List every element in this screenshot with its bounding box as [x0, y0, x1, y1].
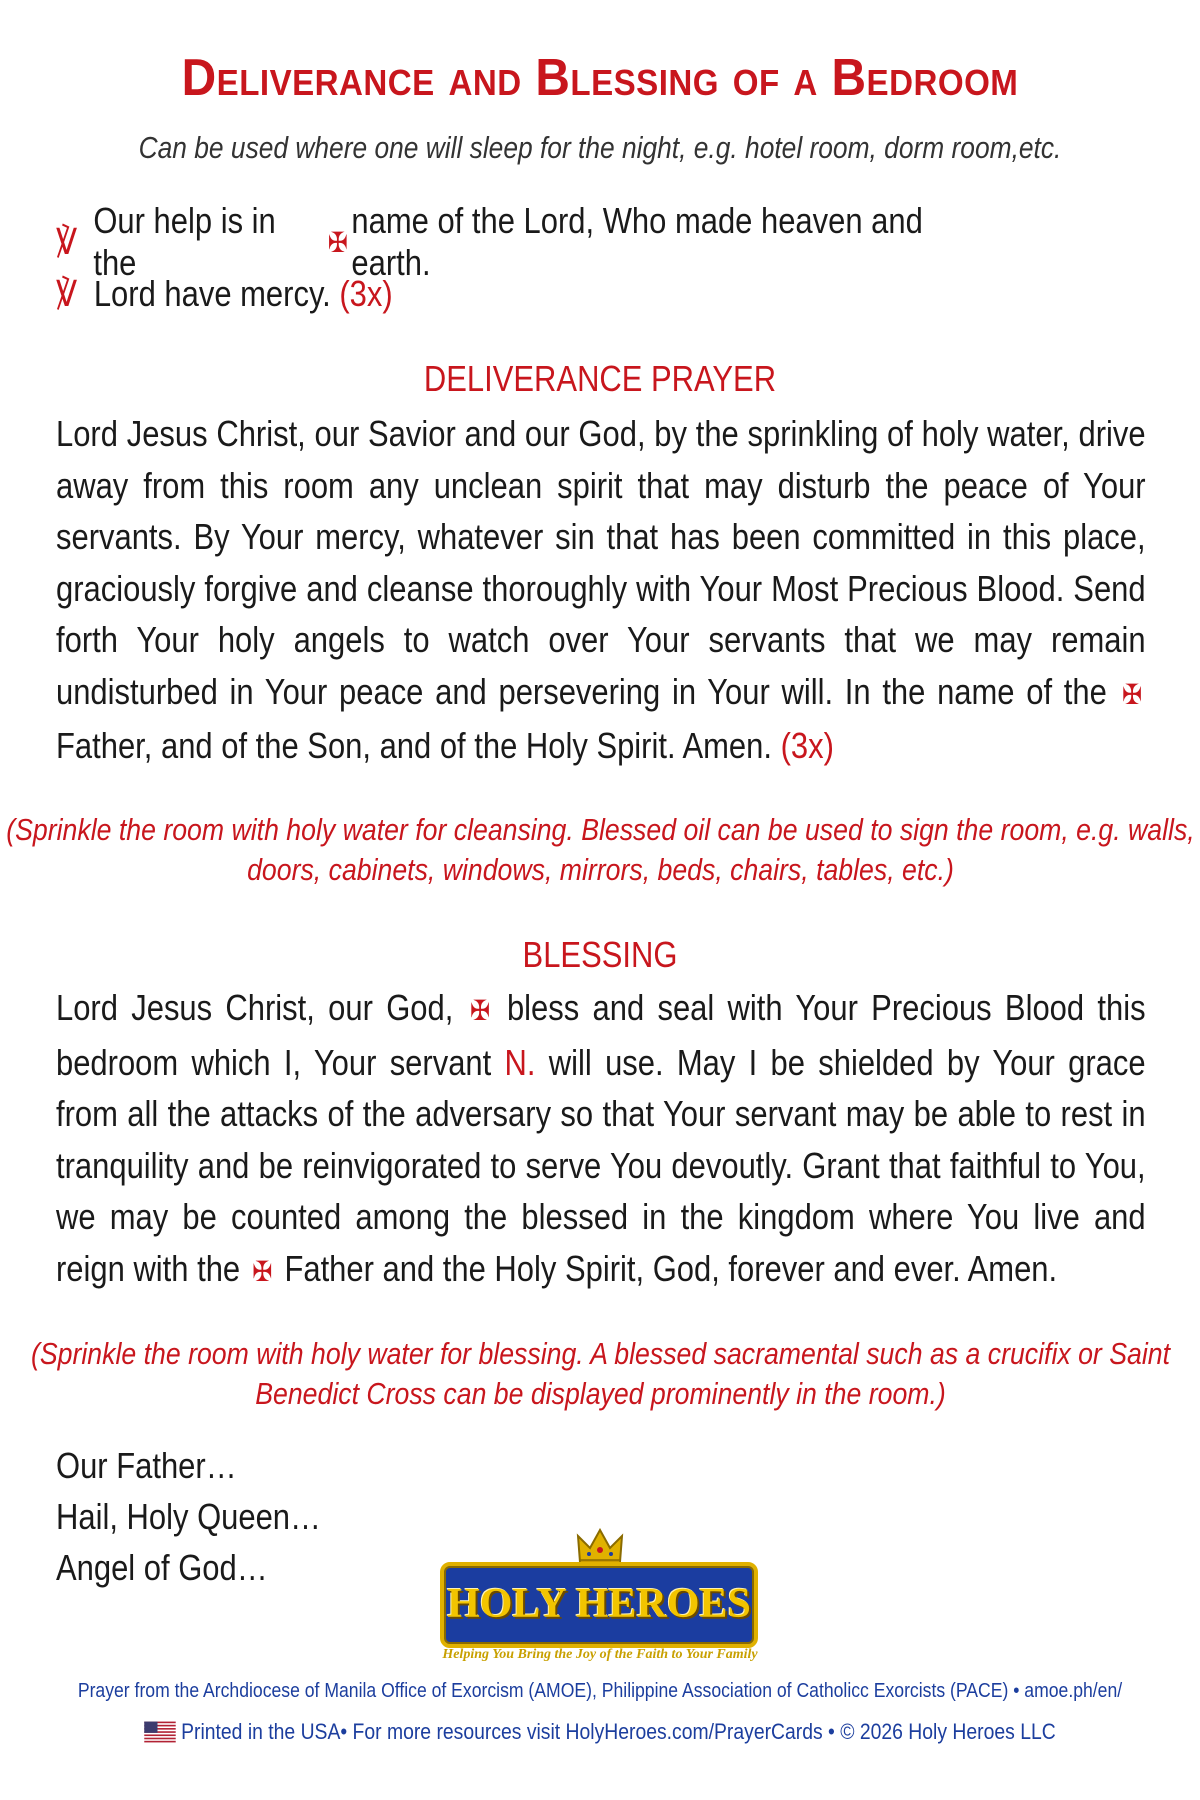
blessing-text-1: Lord Jesus Christ, our God,	[56, 987, 454, 1028]
deliverance-rubric-text: (Sprinkle the room with holy water for cleansing. Blessed oil can be used to sign the room, e.g. walls, doors, cabinets, windows, mirrors, beds, chairs, tables, etc.)	[6, 812, 1195, 887]
blessing-text-4: Father and the Holy Spirit, God, forever and ever. Amen.	[284, 1247, 1058, 1289]
blessing-prayer	[56, 982, 1146, 1297]
deliverance-prayer	[56, 408, 1146, 772]
versicle-icon: ℣	[56, 222, 78, 262]
closing-prayer-angel-of-god: Angel of God…	[56, 1547, 268, 1588]
deliverance-text-end: Father, and of the Son, and of the Holy Spirit. Amen.	[56, 725, 772, 766]
cross-icon: ✠	[470, 995, 491, 1026]
page-subtitle: Can be used where one will sleep for the night, e.g. hotel room, dorm room,etc.	[138, 130, 1062, 165]
versicle-1-text-end: name of the Lord, Who made heaven and earth.	[351, 200, 923, 283]
versicle-2-text: Lord have mercy.	[93, 273, 331, 314]
name-marker: N.	[504, 1041, 536, 1083]
versicle-1-text-start: Our help is in the	[93, 200, 276, 283]
versicle-2-repeat-note: (3x)	[339, 273, 393, 314]
footer-resources: • For more resources visit HolyHeroes.com/PrayerCards • © 2026 Holy Heroes LLC	[340, 1719, 1056, 1744]
blessing-text-2: bless and seal with Your Precious Blood this bedroom which I, Your servant	[56, 987, 1146, 1083]
deliverance-heading: DELIVERANCE PRAYER	[423, 358, 777, 399]
deliverance-text-start: Lord Jesus Christ, our Savior and our God, by the sprinkling of holy water, drive away from this room any unclean spirit that may disturb the peace of Your servants. By Your mercy, whatever sin that has been committed in this place, graciously forgive and cleanse thoroughly with Your Most Precious Blood. Send forth Your holy angels to watch over Your servants that we may remain undisturbed in Your peace and persevering in Your will. In the name of the	[56, 413, 1146, 712]
footer-attribution: Prayer from the Archdiocese of Manila Office of Exorcism (AMOE), Philippine Association of Catholicc Exorcists (PACE) • amoe.ph/en/	[77, 1680, 1123, 1702]
blessing-text-3: will use. May I be shielded by Your grace from all the attacks of the adversary so that Your servant may be able to rest in tranquility and be reinvigorated to serve You devoutly. Grant that faithful to You, we may be counted among the blessed in the kingdom where You live and reign with the	[56, 1041, 1146, 1289]
blessing-heading: BLESSING	[522, 934, 678, 975]
closing-prayer-hail-holy-queen: Hail, Holy Queen…	[56, 1496, 322, 1537]
deliverance-rubric	[0, 810, 1200, 890]
closing-prayers	[56, 1440, 364, 1593]
cross-icon: ✠	[327, 226, 348, 258]
versicle-line-2	[56, 268, 1002, 320]
cross-icon: ✠	[1121, 678, 1143, 710]
cross-icon: ✠	[252, 1255, 273, 1287]
opening-versicles	[56, 200, 1156, 320]
page-title: Deliverance and Blessing of a Bedroom	[181, 49, 1019, 107]
versicle-icon: ℣	[56, 274, 78, 314]
logo-text: HOLY HEROES	[447, 1581, 751, 1627]
blessing-rubric	[0, 1334, 1200, 1414]
deliverance-repeat-note: (3x)	[780, 725, 834, 766]
logo-tagline: Helping You Bring the Joy of the Faith to Your Family	[442, 1647, 758, 1662]
printed-in-usa: Printed in the USA	[181, 1719, 341, 1744]
blessing-rubric-text: (Sprinkle the room with holy water for blessing. A blessed sacramental such as a crucifix or Saint Benedict Cross can be displayed prominently in the room.)	[31, 1336, 1170, 1411]
closing-prayer-our-father: Our Father…	[56, 1445, 237, 1486]
footer-printed	[0, 1719, 1200, 1745]
versicle-line-1	[56, 200, 1002, 283]
us-flag-icon	[144, 1721, 176, 1743]
